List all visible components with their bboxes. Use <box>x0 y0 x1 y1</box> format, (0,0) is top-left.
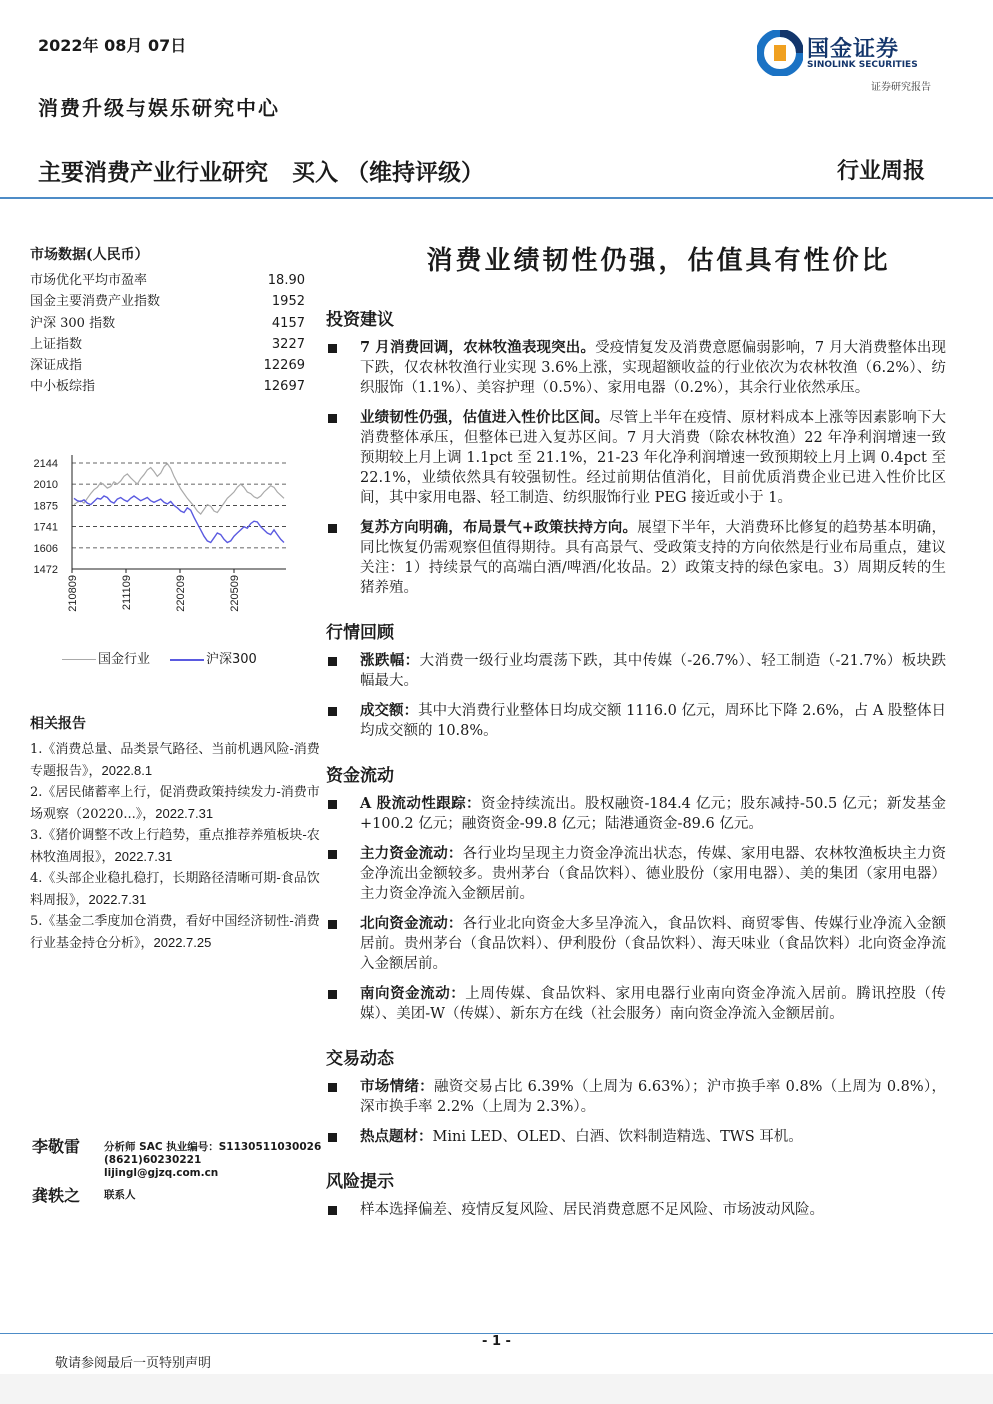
bullet-item <box>326 914 946 974</box>
section-heading: 投资建议 <box>326 310 394 330</box>
market-value: 12697 <box>263 379 305 395</box>
page-number: - 1 - <box>482 1334 511 1349</box>
market-value: 12269 <box>263 358 305 374</box>
bullet-body: 融资交易占比 6.39%（上周为 6.63%）；沪市换手率 0.8%（上周为 0.8%），深市换手率 2.2%（上周为 2.3%）。 <box>360 1079 946 1115</box>
brand-name-en: SINOLINK SECURITIES <box>807 60 918 70</box>
bullet-lead: 成交额： <box>360 702 419 719</box>
bullet-lead: 复苏方向明确，布局景气+政策扶持方向。 <box>360 519 638 536</box>
legend-label: 国金行业 <box>98 652 151 667</box>
bullet-body: 样本选择偏差、疫情反复风险、居民消费意愿不足风险、市场波动风险。 <box>360 1202 824 1218</box>
market-value: 18.90 <box>267 273 305 288</box>
bullet-body: 资金持续流出。股权融资-184.4 亿元；股东减持-50.5 亿元；新发基金+100.2 亿元；融资资金-99.8 亿元；陆港通资金-89.6 亿元。 <box>360 796 946 832</box>
report-type: 行业周报 <box>837 158 926 184</box>
bullet-lead: A 股流动性跟踪： <box>360 795 481 812</box>
related-report-date: 2022.7.31 <box>114 849 173 864</box>
bullet-lead: 7 月消费回调，农林牧渔表现突出。 <box>360 339 596 356</box>
section-heading: 行情回顾 <box>326 623 394 643</box>
series-line-hs300 <box>74 496 284 543</box>
market-row <box>30 291 320 312</box>
bullet-item <box>326 701 946 741</box>
bullet-body: 大消费一级行业均震荡下跌，其中传媒（-26.7%）、轻工制造（-21.7%）板块跌幅最大。 <box>360 653 946 689</box>
bullet-item <box>326 408 946 508</box>
market-label: 中小板综指 <box>30 379 96 395</box>
related-report-date: 2022.8.1 <box>101 763 153 778</box>
section-heading: 交易动态 <box>326 1049 394 1069</box>
related-report-title: 3.《猪价调整不改上行趋势，重点推荐养殖板块-农林牧渔周报》， <box>30 828 320 865</box>
bullet-body: 展望下半年，大消费环比修复的趋势基本明确，同比恢复仍需观察但值得期待。具有高景气、受政策支持的方向依然是行业布局重点，建议关注：1）持续景气的高端白酒/啤酒/化妆品。2）政策支持的绿色家电。3）周期反转的生猪养殖。 <box>360 520 946 596</box>
market-row <box>30 376 320 397</box>
bullet-item <box>326 651 946 691</box>
market-value: 1952 <box>271 294 305 310</box>
legend-item-hs300 <box>170 648 257 667</box>
market-data-title: 市场数据(人民币） <box>30 247 149 263</box>
related-report-date: 2022.7.25 <box>153 935 212 950</box>
footer-bar <box>0 1374 993 1404</box>
bullet-item <box>326 1077 946 1117</box>
section-heading: 资金流动 <box>326 766 394 786</box>
sub-brand: 证券研究报告 <box>871 82 931 93</box>
brand-logo <box>755 30 945 76</box>
bullet-body: 其中大消费行业整体日均成交额 1116.0 亿元，周环比下降 2.6%，占 A 股整体日均成交额的 10.8%。 <box>360 703 947 739</box>
bullet-lead: 热点题材： <box>360 1128 433 1145</box>
analyst-email[interactable]: lijingl@gjzq.com.cn <box>104 1167 219 1179</box>
x-tick-label: 220509 <box>229 575 241 612</box>
bullet-item <box>326 518 946 598</box>
market-value: 3227 <box>271 336 305 352</box>
bullet-item <box>326 338 946 398</box>
market-label: 深证成指 <box>30 358 83 374</box>
bullet-item <box>326 1127 946 1147</box>
report-headline: 主要消费产业行业研究 买入 （维持评级） <box>38 160 485 186</box>
legend-swatch-grey <box>62 659 96 660</box>
main-content <box>326 240 946 1230</box>
bullet-lead: 涨跌幅： <box>360 652 420 669</box>
series-line-industry <box>74 464 284 514</box>
sinolink-logo-icon <box>757 30 803 76</box>
y-tick-label: 1472 <box>33 564 58 576</box>
bullet-item <box>326 844 946 904</box>
market-row <box>30 313 320 334</box>
bullet-lead: 南向资金流动： <box>360 985 466 1002</box>
analyst-sac: 分析师 SAC 执业编号：S1130511030026 <box>104 1141 322 1153</box>
bullet-item <box>326 1200 946 1220</box>
legend-label: 沪深300 <box>206 652 257 667</box>
chart-legend <box>62 648 257 667</box>
market-row <box>30 334 320 355</box>
section-heading: 风险提示 <box>326 1172 394 1192</box>
bullet-lead: 业绩韧性仍强，估值进入性价比区间。 <box>360 409 610 426</box>
related-report-item[interactable] <box>30 782 322 825</box>
x-tick-label: 210809 <box>67 575 79 612</box>
related-report-item[interactable] <box>30 739 322 782</box>
x-tick-label: 220209 <box>175 575 187 612</box>
contact-info: 联系人 <box>104 1189 136 1201</box>
related-reports-title: 相关报告 <box>30 716 86 732</box>
related-report-date: 2022.7.31 <box>88 892 147 907</box>
contact-name: 龚轶之 <box>32 1186 81 1205</box>
bullet-body: 上周传媒、食品饮料、家用电器行业南向资金净流入居前。腾讯控股（传媒）、美团-W（传媒）、新东方在线（社会服务）南向资金净流入金额居前。 <box>360 986 947 1022</box>
footer-disclaimer: 敬请参阅最后一页特别声明 <box>55 1356 212 1371</box>
research-center: 消费升级与娱乐研究中心 <box>38 96 280 120</box>
bullet-body: 各行业均呈现主力资金净流出状态，传媒、家用电器、农林牧渔板块主力资金净流出金额较多。贵州茅台（食品饮料）、德业股份（家用电器）、美的集团（家用电器）主力资金净流入金额居前。 <box>360 846 946 902</box>
bullet-lead: 北向资金流动： <box>360 915 463 932</box>
analyst-info <box>104 1141 321 1180</box>
y-tick-label: 1606 <box>33 542 58 555</box>
y-tick-label: 2144 <box>33 458 58 470</box>
bullet-body: 受疫情复发及消费意愿偏弱影响，7 月大消费整体出现下跌，仅农林牧渔行业实现 3.6%上涨，实现超额收益的行业依次为农林牧渔（6.2%）、纺织服饰（1.1%）、美容护理（0.5%）、家用电器（0.2%），其余行业依然承压。 <box>360 340 946 396</box>
market-label: 上证指数 <box>30 336 83 352</box>
report-title: 消费业绩韧性仍强，估值具有性价比 <box>426 246 891 276</box>
x-tick-label: 211109 <box>121 575 133 611</box>
related-report-item[interactable] <box>30 911 322 954</box>
index-chart <box>28 448 298 628</box>
legend-item-industry <box>62 648 150 667</box>
related-report-title: 2.《居民储蓄率上行，促消费政策持续发力-消费市场观察（20220...》， <box>30 785 320 822</box>
report-date: 2022年 08月 07日 <box>38 36 187 55</box>
analyst-name: 李敬雷 <box>32 1137 81 1156</box>
y-tick-label: 1741 <box>33 521 58 534</box>
market-value: 4157 <box>271 315 305 331</box>
market-label: 国金主要消费产业指数 <box>30 294 161 310</box>
bullet-item <box>326 794 946 834</box>
bullet-body: Mini LED、OLED、白酒、饮料制造精选、TWS 耳机。 <box>432 1129 803 1145</box>
related-report-item[interactable] <box>30 825 322 868</box>
header-divider <box>0 197 993 199</box>
related-report-title: 4.《头部企业稳扎稳打，长期路径清晰可期-食品饮料周报》， <box>30 871 320 908</box>
bullet-item <box>326 984 946 1024</box>
analyst-phone: (8621)60230221 <box>104 1154 202 1166</box>
market-data-panel <box>30 244 320 398</box>
legend-swatch-blue <box>170 659 204 661</box>
related-report-title: 1.《消费总量、品类景气路径、当前机遇风险-消费专题报告》， <box>30 742 320 779</box>
market-row <box>30 270 320 291</box>
market-label: 市场优化平均市盈率 <box>30 273 148 288</box>
related-reports <box>30 713 322 954</box>
related-report-title: 5.《基金二季度加仓消费，看好中国经济韧性-消费行业基金持仓分析》， <box>30 914 320 951</box>
related-report-date: 2022.7.31 <box>155 806 214 821</box>
bullet-body: 尽管上半年在疫情、原材料成本上涨等因素影响下大消费整体承压，但整体已进入复苏区间。7 月大消费（除农林牧渔）22 年净利润增速一致预期较上月上调 1.1pct 至 21.1%，21-23 年化净利润增速一致预期较上月上调 0.4pct 至 22.1%，业绩依然具有较强韧性。经过前期估值消化，目前优质消费企业已进入性价比区间，其中家用电器、轻工制造、纺织服饰行业 PEG 接近或小于 1。 <box>360 410 947 506</box>
y-tick-label: 1875 <box>33 500 58 513</box>
bullet-body: 各行业北向资金大多呈净流入，食品饮料、商贸零售、传媒行业净流入金额居前。贵州茅台（食品饮料）、伊利股份（食品饮料）、海天味业（食品饮料）北向资金净流入金额居前。 <box>360 916 946 972</box>
bullet-lead: 市场情绪： <box>360 1078 434 1095</box>
market-label: 沪深 300 指数 <box>30 315 116 331</box>
y-tick-label: 2010 <box>33 479 58 492</box>
related-report-item[interactable] <box>30 868 322 911</box>
brand-name-cn: 国金证券 <box>807 37 900 62</box>
bullet-lead: 主力资金流动： <box>360 845 463 862</box>
market-row <box>30 355 320 376</box>
